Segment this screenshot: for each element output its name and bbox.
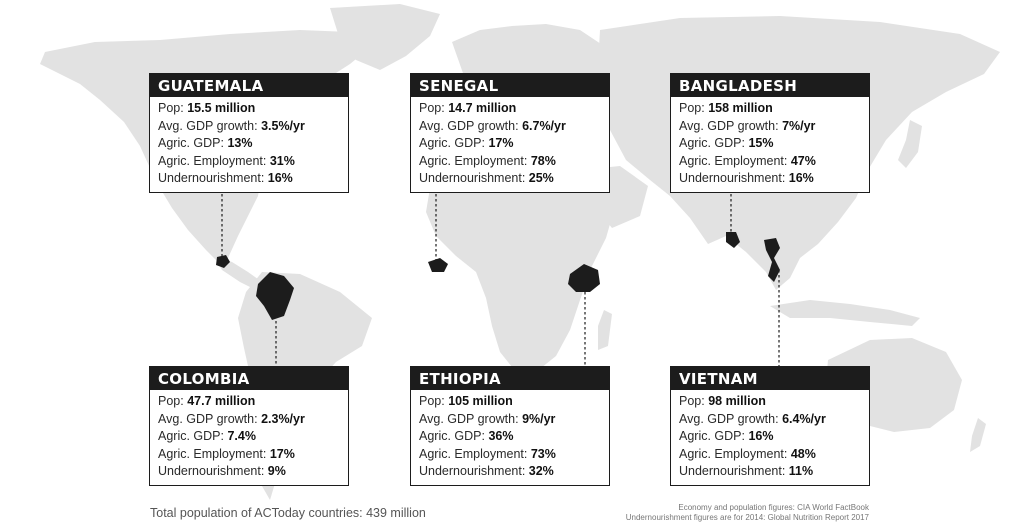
country-name: VIETNAM: [671, 367, 869, 390]
source-economy: Economy and population figures: CIA World FactBook: [678, 503, 869, 512]
stat-gdp-growth: Avg. GDP growth: 9%/yr: [419, 411, 556, 426]
stat-gdp-growth: Avg. GDP growth: 6.4%/yr: [679, 411, 826, 426]
stats-list: [671, 390, 869, 485]
stat-gdp-growth: Avg. GDP growth: 3.5%/yr: [158, 118, 305, 133]
stat-population: Pop: 105 million: [419, 394, 513, 408]
stat-gdp-growth: Avg. GDP growth: 6.7%/yr: [419, 118, 566, 133]
stat-population: Pop: 47.7 million: [158, 394, 256, 408]
stat-gdp-growth: Avg. GDP growth: 7%/yr: [679, 118, 816, 133]
stat-undernourishment: Undernourishment: 32%: [419, 464, 554, 478]
stat-population: Pop: 15.5 million: [158, 101, 256, 115]
colombia-card: [149, 366, 349, 486]
stat-agric-employment: Agric. Employment: 17%: [158, 446, 295, 461]
stats-list: [411, 97, 609, 192]
country-name: ETHIOPIA: [411, 367, 609, 390]
guatemala-card: [149, 73, 349, 193]
country-name: SENEGAL: [411, 74, 609, 97]
stat-agric-gdp: Agric. GDP: 7.4%: [158, 429, 256, 443]
stat-undernourishment: Undernourishment: 11%: [679, 464, 814, 478]
stat-population: Pop: 98 million: [679, 394, 766, 408]
stats-list: [150, 97, 348, 192]
sources-note: [626, 503, 869, 523]
stat-population: Pop: 158 million: [679, 101, 773, 115]
source-undernourishment: Undernourishment figures are for 2014: Global Nutrition Report 2017: [625, 513, 869, 522]
vietnam-card: [670, 366, 870, 486]
senegal-shape: [428, 258, 448, 272]
stat-agric-employment: Agric. Employment: 31%: [158, 153, 295, 168]
stat-agric-gdp: Agric. GDP: 17%: [419, 136, 514, 150]
stat-undernourishment: Undernourishment: 9%: [158, 464, 286, 478]
total-population-note: Total population of ACToday countries: 439 million: [150, 506, 426, 520]
stat-undernourishment: Undernourishment: 16%: [679, 171, 814, 185]
stats-list: [150, 390, 348, 485]
bangladesh-card: [670, 73, 870, 193]
ethiopia-card: [410, 366, 610, 486]
stat-population: Pop: 14.7 million: [419, 101, 517, 115]
stat-agric-employment: Agric. Employment: 48%: [679, 446, 816, 461]
stat-agric-gdp: Agric. GDP: 36%: [419, 429, 514, 443]
indonesia-landmass: [770, 300, 920, 326]
new-zealand-landmass: [970, 418, 986, 452]
country-name: COLOMBIA: [150, 367, 348, 390]
japan-landmass: [898, 120, 922, 168]
stat-agric-employment: Agric. Employment: 73%: [419, 446, 556, 461]
stats-list: [411, 390, 609, 485]
stat-agric-gdp: Agric. GDP: 13%: [158, 136, 253, 150]
stat-agric-gdp: Agric. GDP: 15%: [679, 136, 774, 150]
stat-undernourishment: Undernourishment: 25%: [419, 171, 554, 185]
stat-gdp-growth: Avg. GDP growth: 2.3%/yr: [158, 411, 305, 426]
country-name: BANGLADESH: [671, 74, 869, 97]
country-name: GUATEMALA: [150, 74, 348, 97]
senegal-card: [410, 73, 610, 193]
stat-agric-employment: Agric. Employment: 78%: [419, 153, 556, 168]
stats-list: [671, 97, 869, 192]
stat-agric-employment: Agric. Employment: 47%: [679, 153, 816, 168]
stat-agric-gdp: Agric. GDP: 16%: [679, 429, 774, 443]
stat-undernourishment: Undernourishment: 16%: [158, 171, 293, 185]
madagascar-landmass: [598, 310, 612, 350]
